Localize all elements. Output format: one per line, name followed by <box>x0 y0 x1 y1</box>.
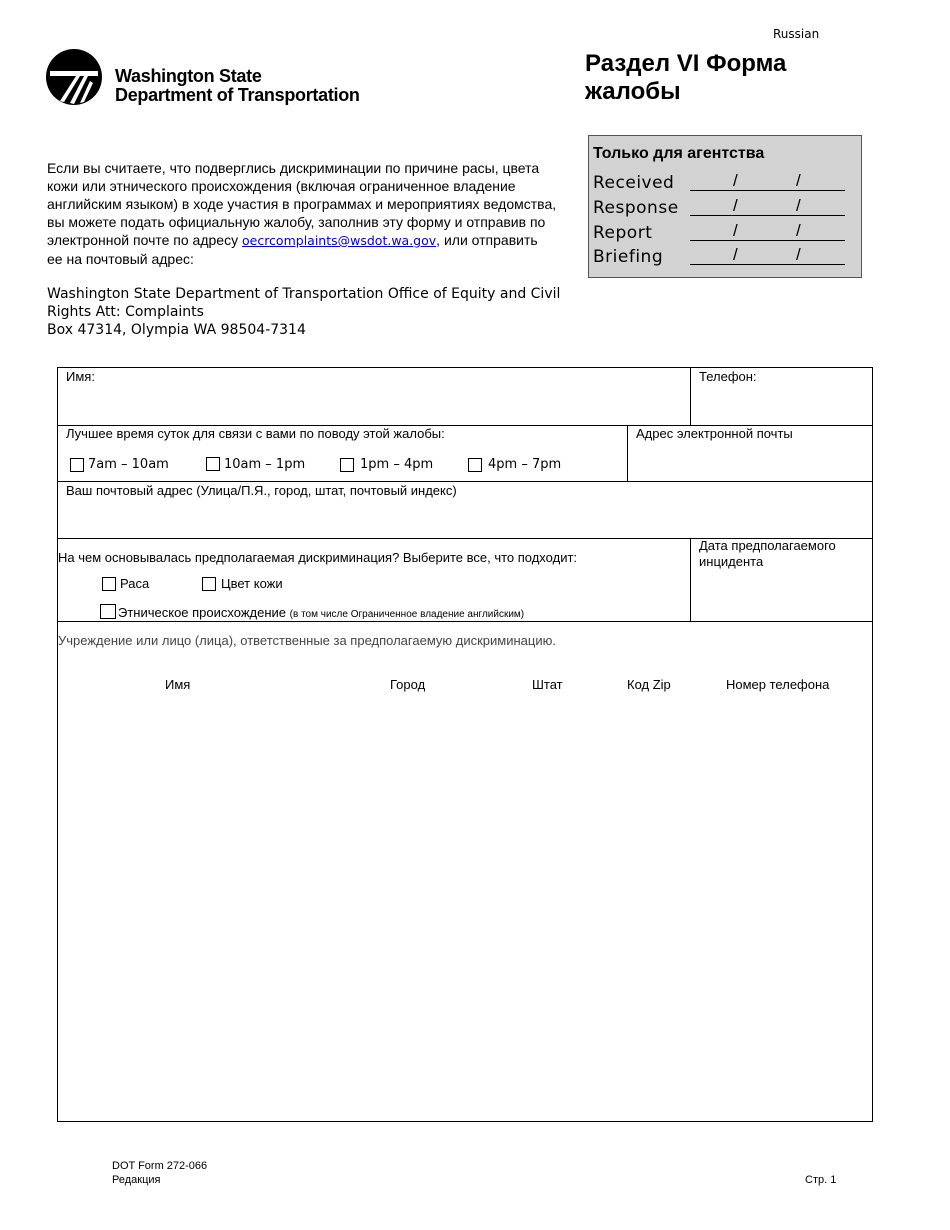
column-divider <box>690 538 691 621</box>
column-header-state: Штат <box>532 677 563 692</box>
column-header-city: Город <box>390 677 426 692</box>
date-separator: / <box>796 245 801 264</box>
time-checkbox-7am[interactable] <box>70 458 84 472</box>
basis-ethnic-text: Этническое происхождение <box>118 605 287 620</box>
complaint-form <box>57 367 873 1122</box>
wsdot-logo-icon <box>46 49 102 105</box>
date-separator: / <box>796 221 801 240</box>
agency-row-label: Briefing <box>593 247 664 267</box>
date-line[interactable] <box>690 240 845 241</box>
agency-row-label: Response <box>593 198 679 218</box>
intro-paragraph <box>47 159 557 268</box>
row-divider <box>58 481 872 482</box>
address-line: Box 47314, Olympia WA 98504-7314 <box>47 322 306 338</box>
agency-row-report <box>593 223 855 247</box>
time-checkbox-1pm[interactable] <box>340 458 354 472</box>
footer-form-info <box>112 1159 207 1187</box>
date-separator: / <box>733 171 738 190</box>
mailing-address-block <box>47 285 567 339</box>
column-header-zip: Код Zip <box>627 677 671 692</box>
date-line[interactable] <box>690 215 845 216</box>
name-field-label: Имя: <box>66 369 95 384</box>
basis-color-label: Цвет кожи <box>221 576 283 591</box>
date-separator: / <box>733 196 738 215</box>
mailing-address-label: Ваш почтовый адрес (Улица/П.Я., город, штат, почтовый индекс) <box>66 483 457 498</box>
agency-row-label: Received <box>593 173 675 193</box>
row-divider <box>58 621 872 622</box>
email-field-label: Адрес электронной почты <box>636 426 793 441</box>
form-number: DOT Form 272-066 <box>112 1160 208 1172</box>
basis-ethnic-label <box>118 605 524 620</box>
language-label: Russian <box>773 27 820 41</box>
best-time-label: Лучшее время суток для связи с вами по поводу этой жалобы: <box>66 426 445 441</box>
agency-use-box <box>588 135 862 278</box>
agency-row-briefing <box>593 247 855 271</box>
column-header-phone: Номер телефона <box>726 677 830 692</box>
basis-ethnic-checkbox[interactable] <box>100 604 116 619</box>
date-separator: / <box>796 196 801 215</box>
revision-label: Редакция <box>112 1174 161 1186</box>
email-link[interactable]: oecrcomplaints@wsdot.wa.gov <box>241 233 437 248</box>
agency-row-response <box>593 198 855 222</box>
time-option-label: 10am – 1pm <box>224 457 306 472</box>
agency-row-received <box>593 173 855 197</box>
date-separator: / <box>733 221 738 240</box>
date-separator: / <box>796 171 801 190</box>
responsible-party-label: Учреждение или лицо (лица), ответственные за предполагаемую дискриминацию. <box>58 633 556 648</box>
time-option-label: 1pm – 4pm <box>360 457 434 472</box>
phone-field-label: Телефон: <box>699 369 757 384</box>
date-separator: / <box>733 245 738 264</box>
responsible-party-field[interactable] <box>59 698 871 1118</box>
email-field[interactable] <box>630 444 870 478</box>
time-option-label: 7am – 10am <box>88 457 169 472</box>
basis-question-label: На чем основывалась предполагаемая дискриминация? Выберите все, что подходит: <box>58 550 578 565</box>
incident-date-label: Дата предполагаемого инцидента <box>699 538 836 569</box>
basis-ethnic-note: (в том числе Ограниченное владение английским) <box>289 609 525 620</box>
date-line[interactable] <box>690 190 845 191</box>
basis-race-label: Раса <box>120 576 150 591</box>
time-checkbox-4pm[interactable] <box>468 458 482 472</box>
org-name-line2: Department of Transportation <box>115 85 360 105</box>
org-name-line1: Washington State <box>115 66 262 86</box>
column-divider <box>690 368 691 425</box>
address-line: Washington State Department of Transportation Office of Equity and Civil <box>47 286 561 302</box>
basis-color-checkbox[interactable] <box>202 577 216 591</box>
page-title: Раздел VI Форма жалобы <box>585 50 787 105</box>
incident-date-field[interactable] <box>692 573 870 618</box>
name-field[interactable] <box>59 386 687 422</box>
date-line[interactable] <box>690 264 845 265</box>
mailing-address-field[interactable] <box>59 501 871 535</box>
agency-row-label: Report <box>593 223 653 243</box>
phone-field[interactable] <box>692 386 870 422</box>
agency-box-title: Только для агентства <box>593 145 765 162</box>
time-option-label: 4pm – 7pm <box>488 457 562 472</box>
wsdot-logo <box>46 49 426 109</box>
page-number: Стр. 1 <box>805 1174 837 1186</box>
column-header-name: Имя <box>165 677 191 692</box>
column-divider <box>627 425 628 481</box>
intro-text: Если вы считаете, что подверглись дискриминации по причине расы, цвета кожи или этнического происхождения (включая ограниченное владение английским языком) в ходе участия в программах и мероприятиях ведомства, вы можете подать официальную жалобу, заполнив эту форму и отправив по электронной почте по адресу <box>47 160 557 248</box>
intro-text-end: , или отправить ее на почтовый адрес: <box>47 232 538 267</box>
basis-race-checkbox[interactable] <box>102 577 116 591</box>
time-checkbox-10am[interactable] <box>206 457 220 471</box>
address-line: Rights Att: Complaints <box>47 304 204 320</box>
